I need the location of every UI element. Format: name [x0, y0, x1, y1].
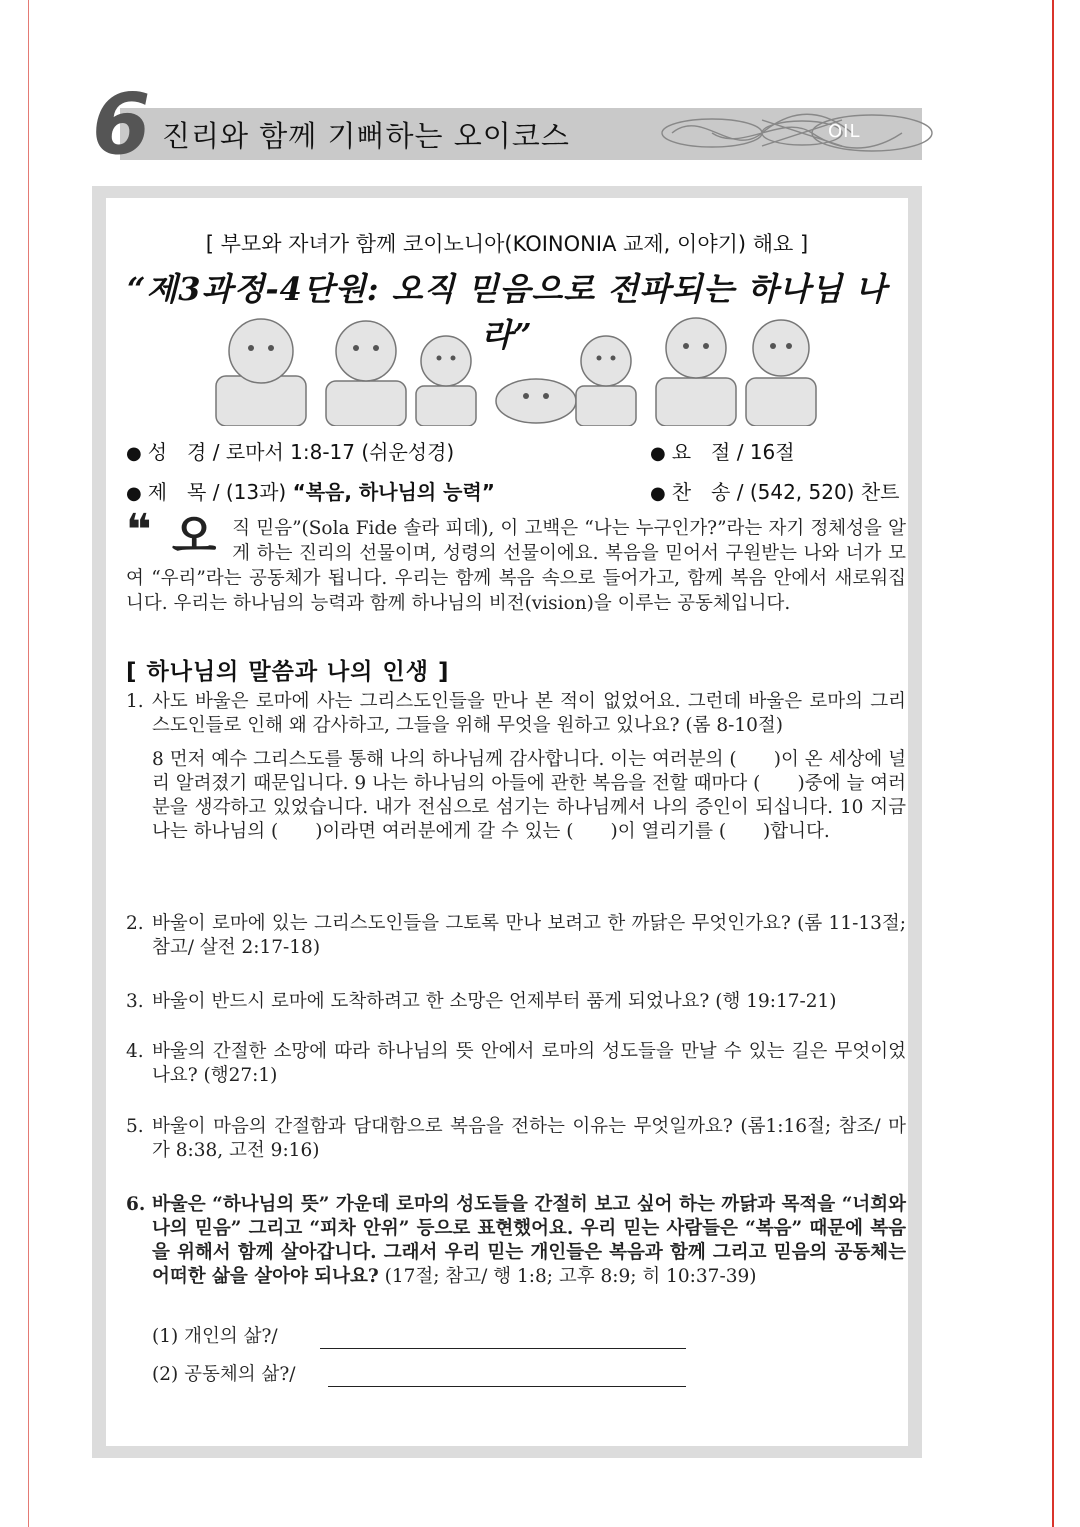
question-number: 6. [126, 1194, 146, 1215]
key-verse-value: / 16절 [736, 440, 795, 464]
question-2 [126, 912, 906, 960]
drop-letter: 오 [171, 509, 217, 563]
bullet-icon: ● [650, 443, 666, 464]
question-number: 4. [126, 1041, 144, 1062]
hymn-value: / (542, 520) 찬트 [736, 480, 900, 504]
content-frame [92, 186, 922, 1458]
content-panel [106, 198, 908, 1446]
question-text: 바울이 반드시 로마에 도착하려고 한 소망은 언제부터 품게 되었나요? (행 19:17-21) [152, 991, 837, 1012]
section-title: [ 하나님의 말씀과 나의 인생 ] [126, 659, 450, 685]
key-verse-label: 요 절 [671, 440, 731, 464]
question-number: 5. [126, 1116, 144, 1137]
question-6-main: 바울은 “하나님의 뜻” 가운데 로마의 성도들을 간절히 보고 싶어 하는 까닭과 목적을 “너희와 나의 믿음” 그리고 “피차 안위” 등으로 표현했어요. 우리 믿는 사람들은 “복음” 때문에 복음을 위해서 함께 살아갑니다. 그래서 우리 믿는 개인들은 복음과 함께 그리고 믿음의 공동체는 어떠한 삶을 살아야 되나요? [152, 1194, 906, 1287]
answer-community-line[interactable] [328, 1386, 686, 1387]
scripture-value: / 로마서 1:8-17 (쉬운성경) [212, 440, 455, 464]
subject-prefix: / (13과) [212, 480, 287, 504]
question-text: 사도 바울은 로마에 사는 그리스도인들을 만나 본 적이 없었어요. 그런데 바울은 로마의 그리스도인들로 인해 왜 감사하고, 그들을 위해 무엇을 원하고 있나요? (롬 8-10절) [152, 691, 906, 736]
answer-community-label: (2) 공동체의 삶?/ [152, 1364, 296, 1385]
scripture-info [126, 436, 454, 465]
subject-label: 제 목 [147, 480, 207, 504]
question-3 [126, 990, 906, 1014]
question-text: 바울이 로마에 있는 그리스도인들을 그토록 만나 보려고 한 까닭은 무엇인가요? (롬 11-13절; 참고/ 살전 2:17-18) [152, 913, 906, 958]
intro-text: 직 믿음”(Sola Fide 솔라 피데), 이 고백은 “나는 누구인가?”라는 자기 정체성을 알게 하는 진리의 선물이며, 성령의 선물이에요. 복음을 믿어서 구원받는 나와 너가 모여 “우리”라는 공동체가 됩니다. 우리는 함께 복음 속으로 들어가고, 함께 복음 안에서 새로워집니다. 우리는 하나님의 능력과 함께 하나님의 비전(vision)을 이루는 공동체입니다. [126, 518, 906, 614]
question-number: 2. [126, 913, 144, 934]
question-5 [126, 1115, 906, 1163]
hymn-label: 찬 송 [671, 480, 731, 504]
ornament-icon [652, 108, 952, 158]
question-number: 1. [126, 691, 144, 712]
answer-personal-line[interactable] [320, 1348, 686, 1349]
question-text: 바울의 간절한 소망에 따라 하나님의 뜻 안에서 로마의 성도들을 만날 수 있는 길은 무엇이었나요? (행27:1) [152, 1041, 906, 1086]
question-number: 3. [126, 991, 144, 1012]
koinonia-banner: [ 부모와 자녀가 함께 코이노니아(KOINONIA 교제, 이야기) 해요 ] [205, 232, 809, 256]
question-4 [126, 1040, 906, 1088]
bullet-icon: ● [650, 483, 666, 504]
lesson-header [92, 75, 922, 173]
oil-logo: OIL [828, 121, 861, 142]
intro-paragraph [126, 505, 906, 616]
bullet-icon: ● [126, 443, 142, 464]
key-verse-info [650, 436, 795, 465]
question-text: 바울이 마음의 간절함과 담대함으로 복음을 전하는 이유는 무엇일까요? (롬1:16절; 참조/ 마가 8:38, 고전 9:16) [152, 1116, 906, 1161]
quote-mark-icon: ❝ [126, 505, 152, 556]
lesson-title: 진리와 함께 기뻐하는 오이코스 [162, 119, 570, 153]
page-edge-right [1052, 0, 1054, 1527]
subject-value: “복음, 하나님의 능력” [292, 480, 495, 504]
page-edge-left [28, 0, 29, 1527]
family-illustration [196, 306, 826, 426]
question-6-reference: (17절; 참고/ 행 1:8; 고후 8:9; 히 10:37-39) [378, 1266, 757, 1287]
question-1 [126, 690, 906, 738]
answer-personal-label: (1) 개인의 삶?/ [152, 1326, 278, 1347]
bullet-icon: ● [126, 483, 142, 504]
subject-info [126, 476, 495, 505]
question-text [152, 1193, 906, 1289]
scripture-label: 성 경 [147, 440, 207, 464]
lesson-number: 6 [92, 75, 151, 173]
question-6 [126, 1193, 906, 1289]
hymn-info [650, 476, 899, 505]
verse-fill-in: 8 먼저 예수 그리스도를 통해 나의 하나님께 감사합니다. 이는 여러분의 ( )이 온 세상에 널리 알려졌기 때문입니다. 9 나는 하나님의 아들에 관한 복음을 전할 때마다 ( )중에 늘 여러분을 생각하고 있었습니다. 내가 전심으로 섬기는 하나님께서 나의 증인이 되십니다. 10 지금 나는 하나님의 ( )이라면 여러분에게 갈 수 있는 ( )이 열리기를 ( )합니다. [152, 749, 906, 842]
handwritten-title: “제3과정-4단원: 오직 믿음으로 전파되는 하나님 나라” [126, 270, 888, 354]
